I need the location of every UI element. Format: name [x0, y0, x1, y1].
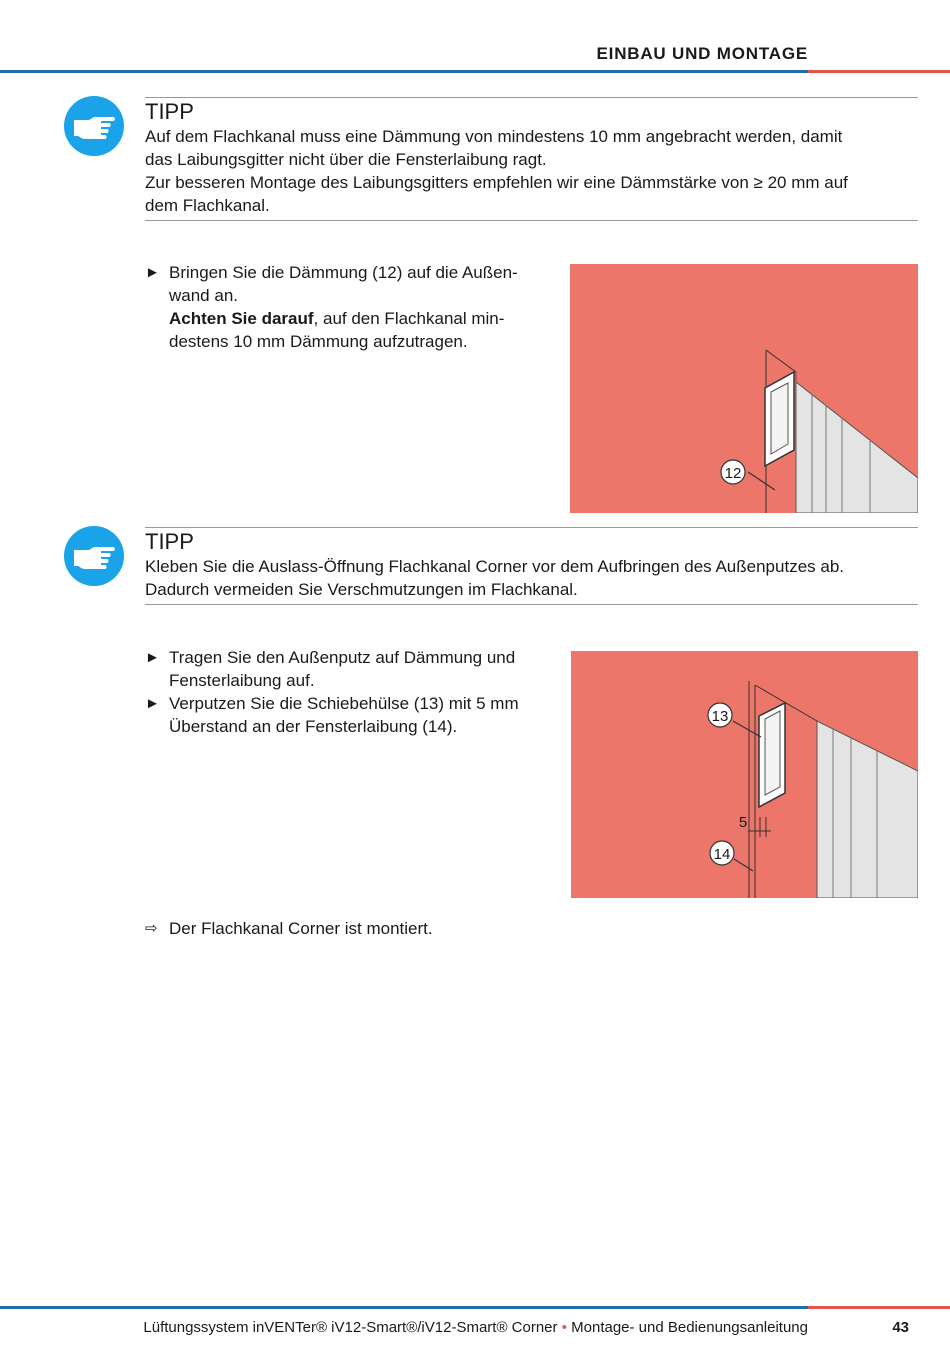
step-line: Verputzen Sie die Schiebehülse (13) mit 5 mm — [169, 694, 519, 713]
footer-manual: Montage- und Bedienungsanleitung — [571, 1319, 808, 1336]
footer-rule-red — [808, 1306, 950, 1309]
tip-line: Kleben Sie die Auslass-Öffnung Flachkanal Corner vor dem Aufbringen des Außenputzes ab. — [145, 557, 845, 576]
tip-line: Auf dem Flachkanal muss eine Dämmung von mindestens 10 mm angebracht werden, damit — [145, 127, 843, 146]
plaster-illustration — [571, 651, 918, 898]
step-line: destens 10 mm Dämmung aufzutragen. — [169, 332, 468, 351]
tip-top-rule — [145, 527, 918, 528]
instruction-steps — [145, 646, 555, 738]
tip-line: dem Flachkanal. — [145, 196, 270, 215]
footer-bullet: • — [561, 1319, 567, 1336]
step-line: Fensterlaibung auf. — [169, 671, 315, 690]
callout-12: 12 — [724, 465, 742, 482]
step-line: Achten Sie darauf, auf den Flachkanal min- — [169, 309, 505, 328]
header-rule-blue — [0, 70, 808, 73]
tip-top-rule — [145, 97, 918, 98]
tip-text — [145, 555, 925, 601]
header-rule-red — [808, 70, 950, 73]
pointing-hand-icon — [64, 96, 124, 156]
dimension-label: 5 — [738, 814, 748, 831]
tip-bottom-rule — [145, 220, 918, 221]
step-line: Bringen Sie die Dämmung (12) auf die Außen- — [169, 263, 518, 282]
step-emphasis: Achten Sie darauf — [169, 309, 314, 328]
insulation-illustration — [570, 264, 918, 513]
pointing-hand-icon — [64, 526, 124, 586]
instruction-step — [145, 646, 555, 692]
tip-line: Dadurch vermeiden Sie Verschmutzungen im Flachkanal. — [145, 580, 578, 599]
instruction-step — [145, 692, 555, 738]
footer-rule-blue — [0, 1306, 808, 1309]
tip-bottom-rule — [145, 604, 918, 605]
footer-product: Lüftungssystem inVENTer® iV12-Smart®/iV12-Smart® Corner — [143, 1319, 558, 1336]
instruction-step — [145, 261, 555, 353]
result-line — [145, 917, 645, 940]
callout-14: 14 — [713, 846, 731, 863]
tip-title: TIPP — [145, 99, 194, 124]
callout-13: 13 — [711, 708, 729, 725]
result-arrow-icon: ⇨ — [145, 920, 158, 937]
arrow-right-icon: ► — [145, 264, 160, 281]
section-title: EINBAU UND MONTAGE — [596, 44, 808, 63]
step-line: Überstand an der Fensterlaibung (14). — [169, 717, 458, 736]
page-number: 43 — [892, 1319, 909, 1336]
tip-line: Zur besseren Montage des Laibungsgitters empfehlen wir eine Dämmstärke von ≥ 20 mm auf — [145, 173, 848, 192]
arrow-right-icon: ► — [145, 695, 160, 712]
arrow-right-icon: ► — [145, 649, 160, 666]
footer-document-title — [143, 1319, 808, 1336]
tip-line: das Laibungsgitter nicht über die Fensterlaibung ragt. — [145, 150, 547, 169]
tip-title: TIPP — [145, 529, 194, 554]
result-text: Der Flachkanal Corner ist montiert. — [169, 919, 433, 938]
tip-text — [145, 125, 925, 217]
step-line: Tragen Sie den Außenputz auf Dämmung und — [169, 648, 516, 667]
step-line: wand an. — [169, 286, 238, 305]
